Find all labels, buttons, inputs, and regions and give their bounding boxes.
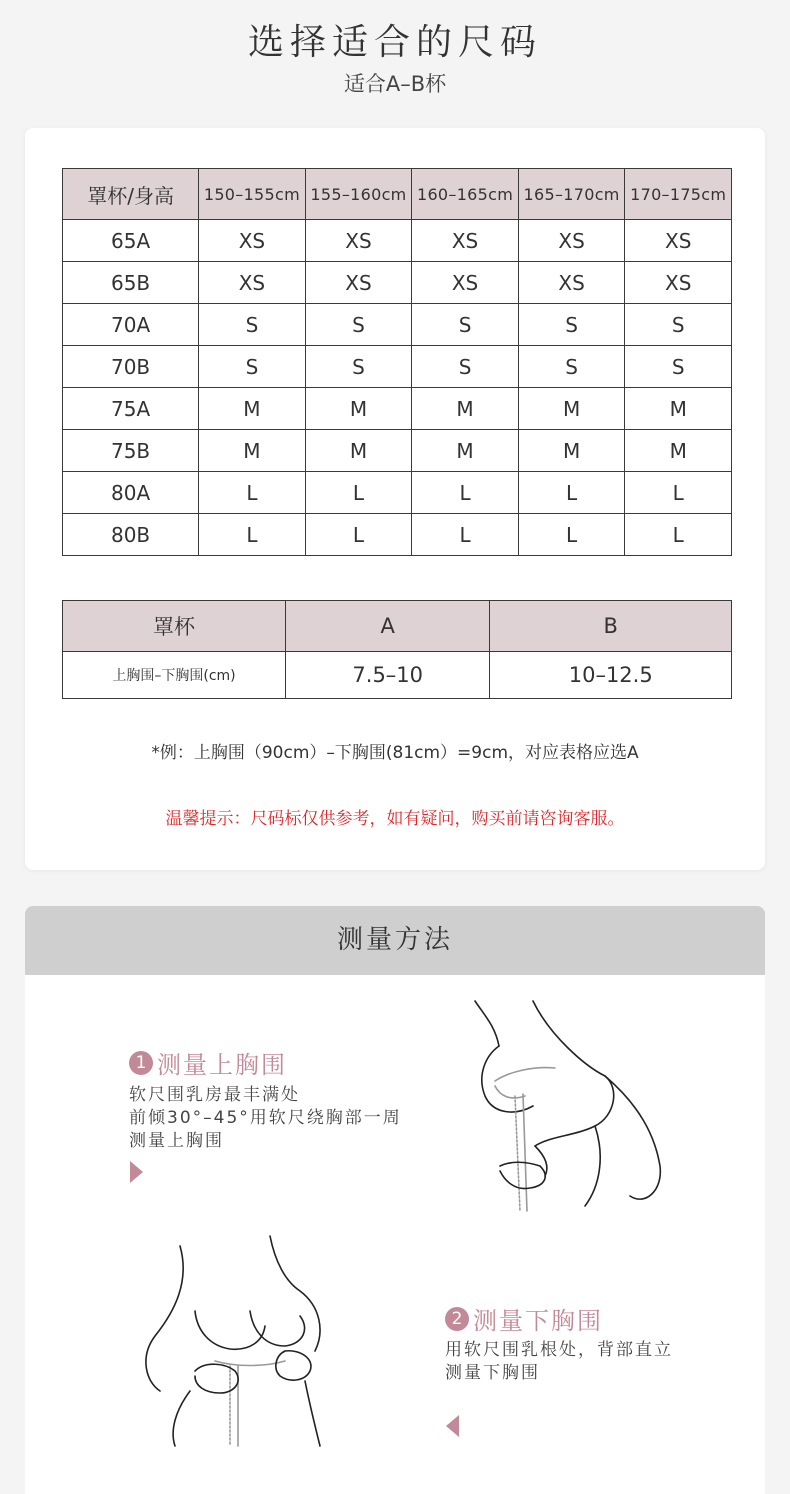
size-cell: XS <box>625 220 732 262</box>
example-note: *例：上胸围（90cm）–下胸围(81cm）=9cm，对应表格应选A <box>151 743 639 763</box>
cup-header: B <box>490 601 732 652</box>
size-cell: S <box>412 304 519 346</box>
size-table <box>62 168 732 556</box>
size-cell: M <box>625 388 732 430</box>
cup-header: 罩杯 <box>63 601 286 652</box>
size-cell: L <box>305 514 412 556</box>
measure-section-title: 测量方法 <box>25 906 765 975</box>
size-cell: XS <box>518 262 625 304</box>
size-cell: XS <box>625 262 732 304</box>
size-cell: S <box>412 346 519 388</box>
difference-label: 上胸围–下胸围(cm) <box>63 652 286 699</box>
size-cell: M <box>412 388 519 430</box>
cup-cell: 80B <box>63 514 199 556</box>
step1-title-text: 测量上胸围 <box>157 1051 287 1079</box>
size-cell: M <box>518 388 625 430</box>
step1-line: 前倾30°–45°用软尺绕胸部一周 <box>129 1108 402 1128</box>
step2-title-text: 测量下胸围 <box>473 1307 603 1335</box>
step1-title <box>129 1045 287 1080</box>
size-cell: S <box>625 346 732 388</box>
size-cell: L <box>518 472 625 514</box>
size-cell: L <box>412 514 519 556</box>
size-cell: XS <box>518 220 625 262</box>
size-cell: L <box>305 472 412 514</box>
corner-header: 罩杯/身高 <box>63 169 199 220</box>
size-cell: S <box>625 304 732 346</box>
table-row <box>63 430 732 472</box>
size-cell: M <box>518 430 625 472</box>
size-cell: S <box>305 346 412 388</box>
step2-title <box>445 1301 603 1336</box>
step1-line: 测量上胸围 <box>129 1131 224 1151</box>
size-cell: XS <box>199 262 306 304</box>
size-cell: L <box>625 472 732 514</box>
size-cell: XS <box>305 262 412 304</box>
cup-cell: 75A <box>63 388 199 430</box>
table-row <box>63 346 732 388</box>
cup-cell: 65A <box>63 220 199 262</box>
table-row <box>63 262 732 304</box>
size-cell: XS <box>199 220 306 262</box>
size-cell: L <box>199 472 306 514</box>
step2-line: 测量下胸围 <box>445 1363 540 1383</box>
cup-cell: 70A <box>63 304 199 346</box>
height-header: 165–170cm <box>518 169 625 220</box>
step2-line: 用软尺围乳根处，背部直立 <box>445 1340 673 1360</box>
cup-cell: 75B <box>63 430 199 472</box>
size-cell: S <box>518 304 625 346</box>
difference-value: 10–12.5 <box>490 652 732 699</box>
page-subtitle: 适合A–B杯 <box>343 72 447 96</box>
under-bust-illustration-icon <box>135 1231 355 1451</box>
size-cell: XS <box>412 262 519 304</box>
size-cell: XS <box>412 220 519 262</box>
size-chart-card <box>25 128 765 870</box>
size-cell: M <box>305 388 412 430</box>
size-cell: M <box>305 430 412 472</box>
cup-cell: 65B <box>63 262 199 304</box>
warm-tip: 温馨提示：尺码标仅供参考，如有疑问，购买前请咨询客服。 <box>165 809 625 829</box>
size-table-header-row <box>63 169 732 220</box>
size-cell: M <box>625 430 732 472</box>
size-cell: M <box>199 388 306 430</box>
height-header: 170–175cm <box>625 169 732 220</box>
size-cell: S <box>305 304 412 346</box>
table-row <box>63 514 732 556</box>
step1-description <box>129 1084 402 1153</box>
table-row <box>63 472 732 514</box>
arrow-right-icon <box>130 1161 143 1183</box>
size-cell: M <box>412 430 519 472</box>
size-cell: L <box>625 514 732 556</box>
step2-number-icon: 2 <box>445 1307 469 1331</box>
table-row <box>63 652 732 699</box>
step1-line: 软尺围乳房最丰满处 <box>129 1085 300 1105</box>
upper-bust-illustration-icon <box>455 996 675 1216</box>
size-cell: XS <box>305 220 412 262</box>
cup-table <box>62 600 732 699</box>
size-cell: L <box>412 472 519 514</box>
height-header: 150–155cm <box>199 169 306 220</box>
measure-card <box>25 906 765 1494</box>
size-cell: M <box>199 430 306 472</box>
step1-number-icon: 1 <box>129 1051 153 1075</box>
size-cell: L <box>199 514 306 556</box>
table-row <box>63 220 732 262</box>
height-header: 155–160cm <box>305 169 412 220</box>
difference-value: 7.5–10 <box>286 652 490 699</box>
cup-cell: 80A <box>63 472 199 514</box>
arrow-left-icon <box>446 1415 459 1437</box>
size-cell: S <box>199 346 306 388</box>
step2-description <box>445 1339 673 1385</box>
height-header: 160–165cm <box>412 169 519 220</box>
size-cell: L <box>518 514 625 556</box>
cup-table-header-row <box>63 601 732 652</box>
table-row <box>63 304 732 346</box>
page-title: 选择适合的尺码 <box>247 22 542 63</box>
size-cell: S <box>518 346 625 388</box>
cup-header: A <box>286 601 490 652</box>
table-row <box>63 388 732 430</box>
size-cell: S <box>199 304 306 346</box>
cup-cell: 70B <box>63 346 199 388</box>
